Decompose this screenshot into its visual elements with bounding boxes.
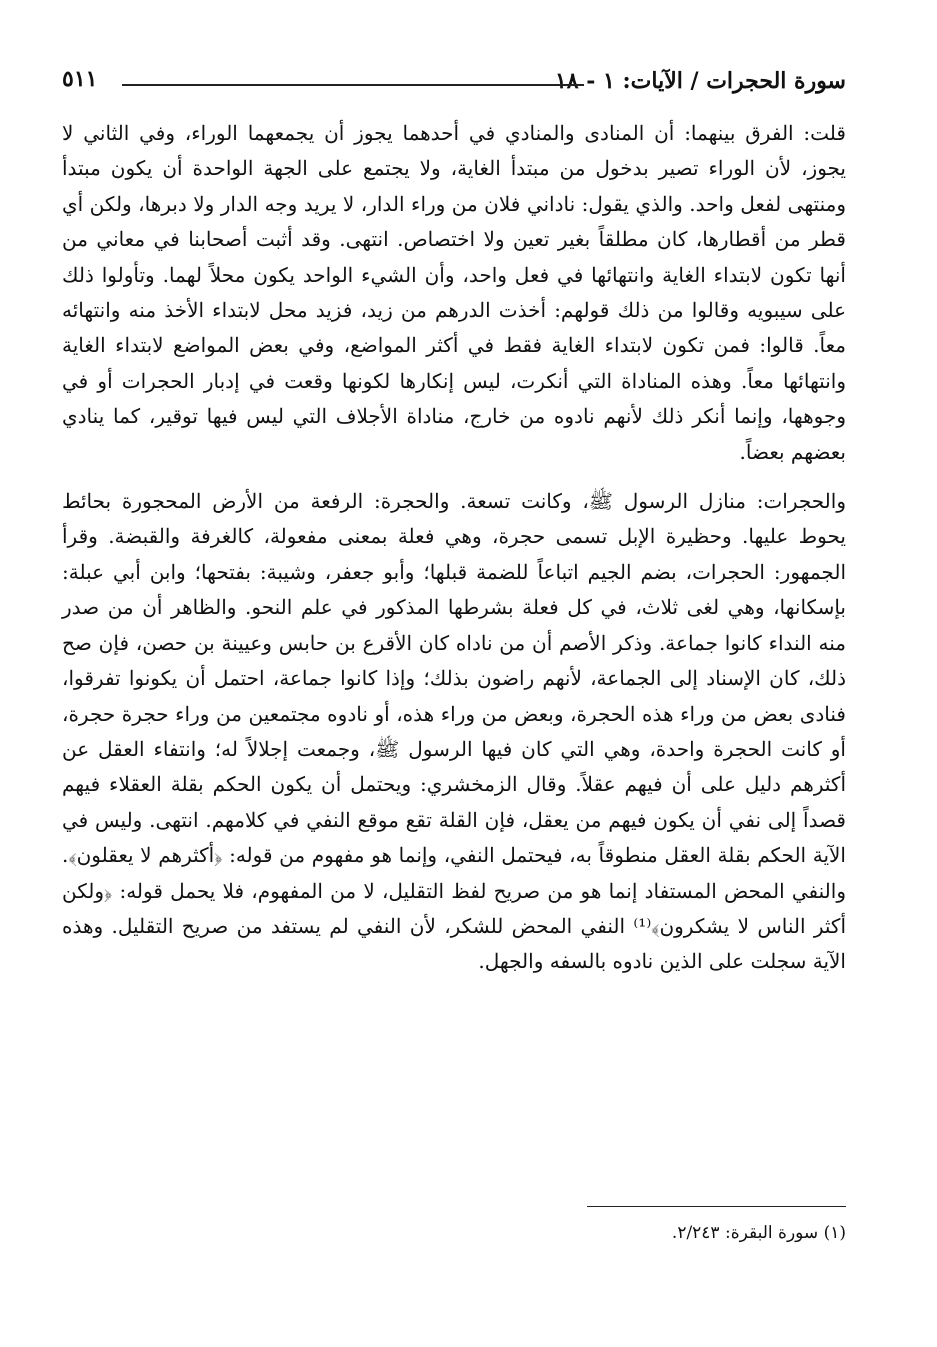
- main-text: [62, 116, 846, 980]
- footnote-separator: [587, 1206, 846, 1207]
- running-header: [62, 62, 846, 102]
- header-title: سورة الحجرات / الآيات: ١ - ١٨: [554, 68, 846, 94]
- paragraph-1: قلت: الفرق بينهما: أن المنادى والمنادي في أحدهما يجوز أن يجمعهما الوراء، وفي الثاني لا يجوز، لأن الوراء تصير بدخول من مبتدأ الغاية، ولا يجتمع على الجهة الواحدة أن يكون مبتدأ ومنتهى لفعل واحد. والذي يقول: ناداني فلان من وراء الدار، لا يريد وجه الدار ولا دبرها، ولكن أي قطر من أقطارها، كان مطلقاً بغير تعين ولا اختصاص. انتهى. وقد أثبت أصحابنا في معاني من أنها تكون لابتداء الغاية وانتهائها في فعل واحد، وأن الشيء الواحد يكون محلاً لهما. وتأولوا ذلك على سيبويه وقالوا من ذلك قولهم: أخذت الدرهم من زيد، فزيد محل لابتداء الأخذ منه وانتهائه معاً. قالوا: فمن تكون لابتداء الغاية فقط في أكثر المواضع، وفي بعض المواضع لابتداء الغاية وانتهائها معاً. وهذه المناداة التي أنكرت، ليس إنكارها لكونها وقعت في إدبار الحجرات أو في وجوهها، وإنما أنكر ذلك لأنهم نادوه من خارج، مناداة الأجلاف التي ليس فيها توقير، كما ينادي بعضهم بعضاً.: [62, 121, 846, 464]
- page-number: ٥١١: [62, 66, 98, 92]
- header-rule: [122, 84, 584, 86]
- footnote: (١) سورة البقرة: ٢/٢٤٣.: [671, 1223, 846, 1243]
- paragraph-2: والحجرات: منازل الرسول ﷺ، وكانت تسعة. والحجرة: الرفعة من الأرض المحجورة بحائط يحوط عليها. وحظيرة الإبل تسمى حجرة، وهي فعلة بمعنى مفعولة، كالغرفة والقبضة. وقرأ الجمهور: الحجرات، بضم الجيم اتباعاً للضمة قبلها؛ وأبو جعفر، وشيبة: بفتحها؛ وابن أبي عبلة: بإسكانها، وهي لغى ثلاث، في كل فعلة بشرطها المذكور في علم النحو. والظاهر أن من صدر منه النداء كانوا جماعة. وذكر الأصم أن من ناداه كان الأقرع بن حابس وعيينة بن حصن، فإن صح ذلك، كان الإسناد إلى الجماعة، لأنهم راضون بذلك؛ وإذا كانوا جماعة، احتمل أن يكونوا تفرقوا، فنادى بعض من وراء هذه الحجرة، وبعض من وراء هذه، أو نادوه مجتمعين من وراء حجرة حجرة، أو كانت الحجرة واحدة، وهي التي كان فيها الرسول ﷺ، وجمعت إجلالاً له؛ وانتفاء العقل عن أكثرهم دليل على أن فيهم عقلاً. وقال الزمخشري: ويحتمل أن يكون الحكم بقلة العقلاء فيهم قصداً إلى نفي أن يكون فيهم من يعقل، فإن القلة تقع موقع النفي في كلامهم. انتهى. وليس في الآية الحكم بقلة العقل منطوقاً به، فيحتمل النفي، وإنما هو مفهوم من قوله: ﴿أكثرهم لا يعقلون﴾. والنفي المحض المستفاد إنما هو من صريح لفظ التقليل، لا من المفهوم، فلا يحمل قوله: ﴿ولكن أكثر الناس لا يشكرون﴾⁽¹⁾ النفي المحض للشكر، لأن النفي لم يستفد من صريح التقليل. وهذه الآية سجلت على الذين نادوه بالسفه والجهل.: [62, 489, 847, 974]
